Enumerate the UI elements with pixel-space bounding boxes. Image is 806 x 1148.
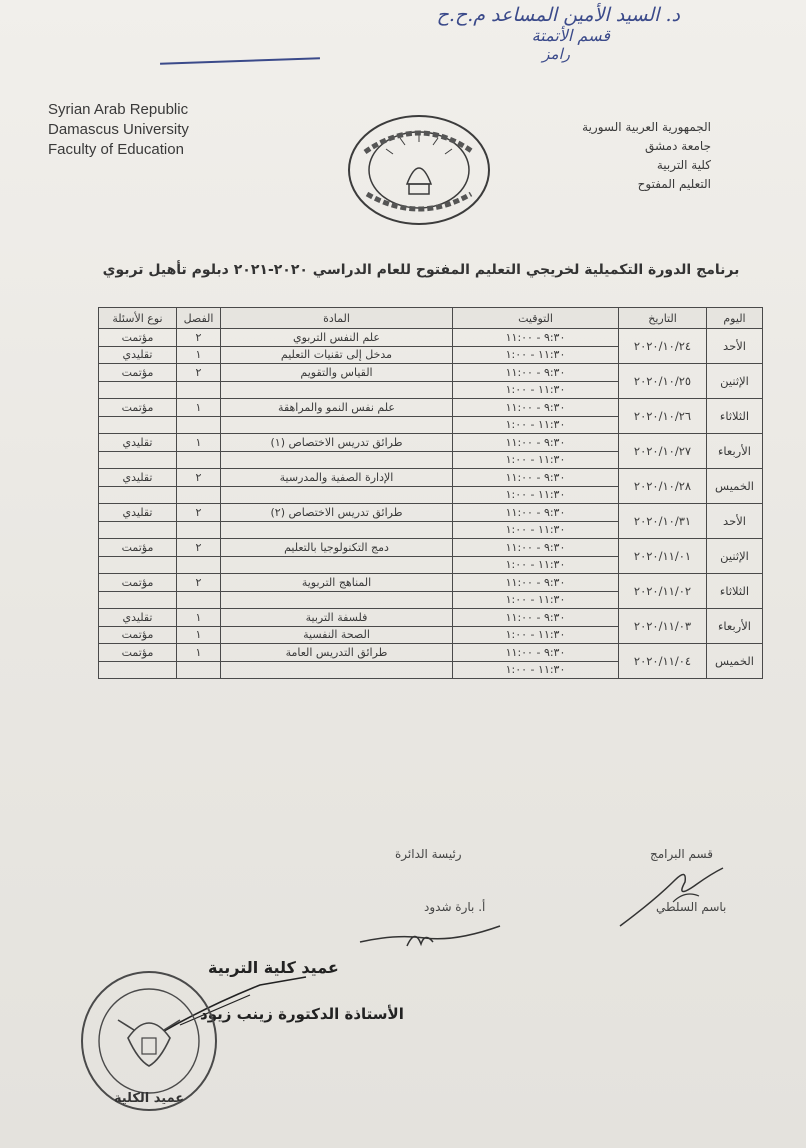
cell-subject [221, 521, 453, 539]
dean-name: الأستاذة الدكتورة زينب زيود [200, 1005, 404, 1023]
header-date: التاريخ [619, 308, 707, 329]
cell-time: ١١:٣٠ - ١:٠٠ [453, 416, 619, 434]
cell-date: ٢٠٢٠/١٠/٢٧ [619, 434, 707, 469]
cell-semester [177, 661, 221, 679]
cell-subject: مدخل إلى تقنيات التعليم [221, 346, 453, 364]
cell-time: ١١:٣٠ - ١:٠٠ [453, 661, 619, 679]
header-ar-university: جامعة دمشق [644, 139, 711, 153]
cell-question-type [99, 556, 177, 574]
header-question-type: نوع الأسئلة [99, 308, 177, 329]
cell-time: ١١:٣٠ - ١:٠٠ [453, 346, 619, 364]
cell-time: ٩:٣٠ - ١١:٠٠ [453, 364, 619, 382]
cell-subject [221, 486, 453, 504]
cell-time: ١١:٣٠ - ١:٠٠ [453, 591, 619, 609]
programs-section-name: باسم السلطي [656, 900, 727, 914]
cell-semester: ١ [177, 399, 221, 417]
cell-semester: ٢ [177, 469, 221, 487]
cell-semester: ٢ [177, 539, 221, 557]
cell-day: الثلاثاء [707, 574, 763, 609]
cell-day: الخميس [707, 469, 763, 504]
cell-subject: علم النفس التربوي [221, 329, 453, 347]
table-row [99, 504, 763, 522]
table-row [99, 399, 763, 417]
cell-question-type: مؤتمت [99, 329, 177, 347]
cell-question-type: مؤتمت [99, 364, 177, 382]
cell-day: الأربعاء [707, 434, 763, 469]
cell-day: الإثنين [707, 539, 763, 574]
programs-signature-icon [615, 860, 725, 930]
cell-semester: ٢ [177, 364, 221, 382]
cell-date: ٢٠٢٠/١١/٠٣ [619, 609, 707, 644]
table-row [99, 574, 763, 592]
cell-question-type [99, 591, 177, 609]
cell-question-type: مؤتمت [99, 399, 177, 417]
dean-title: عميد كلية التربية [208, 958, 339, 977]
header-semester: الفصل [177, 308, 221, 329]
cell-question-type [99, 451, 177, 469]
cell-date: ٢٠٢٠/١٠/٢٦ [619, 399, 707, 434]
header-en-faculty: Faculty of Education [48, 141, 184, 158]
cell-semester [177, 451, 221, 469]
cell-semester [177, 486, 221, 504]
cell-subject: فلسفة التربية [221, 609, 453, 627]
department-head-signature-icon [355, 920, 505, 950]
header-en-university: Damascus University [48, 121, 189, 138]
cell-subject [221, 381, 453, 399]
cell-date: ٢٠٢٠/١١/٠١ [619, 539, 707, 574]
table-row [99, 364, 763, 382]
table-row [99, 434, 763, 452]
department-head-title: رئيسة الدائرة [395, 847, 462, 861]
programs-section-title: قسم البرامج [650, 847, 713, 861]
cell-day: الثلاثاء [707, 399, 763, 434]
program-title: برنامج الدورة التكميلية لخريجي التعليم المفتوح للعام الدراسي ٢٠٢٠-٢٠٢١ دبلوم تأهيل تربوي [102, 262, 740, 278]
cell-question-type [99, 521, 177, 539]
header-ar-faculty: كلية التربية [656, 158, 711, 172]
cell-question-type: مؤتمت [99, 539, 177, 557]
cell-semester: ١ [177, 346, 221, 364]
cell-subject: الصحة النفسية [221, 626, 453, 644]
cell-subject: الإدارة الصفية والمدرسية [221, 469, 453, 487]
cell-date: ٢٠٢٠/١٠/٢٨ [619, 469, 707, 504]
cell-semester: ٢ [177, 504, 221, 522]
cell-day: الأربعاء [707, 609, 763, 644]
cell-question-type: تقليدي [99, 609, 177, 627]
cell-time: ٩:٣٠ - ١١:٠٠ [453, 539, 619, 557]
cell-question-type: تقليدي [99, 469, 177, 487]
cell-date: ٢٠٢٠/١٠/٣١ [619, 504, 707, 539]
table-row [99, 329, 763, 347]
cell-question-type [99, 486, 177, 504]
handwritten-note [120, 4, 680, 63]
cell-question-type [99, 416, 177, 434]
cell-day: الأحد [707, 504, 763, 539]
cell-question-type [99, 661, 177, 679]
cell-date: ٢٠٢٠/١١/٠٢ [619, 574, 707, 609]
cell-semester [177, 556, 221, 574]
handwritten-line-1: د. السيد الأمين المساعد م.ح.ح [436, 4, 680, 26]
cell-semester [177, 381, 221, 399]
dean-seal-text: عميد الكلية [113, 1091, 185, 1106]
cell-time: ٩:٣٠ - ١١:٠٠ [453, 504, 619, 522]
cell-semester: ١ [177, 434, 221, 452]
cell-subject: دمج التكنولوجيا بالتعليم [221, 539, 453, 557]
header-english [48, 100, 189, 160]
cell-subject: طرائق التدريس العامة [221, 644, 453, 662]
cell-time: ١١:٣٠ - ١:٠٠ [453, 486, 619, 504]
cell-subject: طرائق تدريس الاختصاص (١) [221, 434, 453, 452]
cell-time: ٩:٣٠ - ١١:٠٠ [453, 469, 619, 487]
cell-date: ٢٠٢٠/١٠/٢٤ [619, 329, 707, 364]
cell-question-type [99, 381, 177, 399]
header-ar-country: الجمهورية العربية السورية [582, 120, 711, 134]
cell-time: ١١:٣٠ - ١:٠٠ [453, 381, 619, 399]
cell-day: الخميس [707, 644, 763, 679]
cell-date: ٢٠٢٠/١٠/٢٥ [619, 364, 707, 399]
cell-subject [221, 591, 453, 609]
cell-time: ٩:٣٠ - ١١:٠٠ [453, 644, 619, 662]
cell-subject: المناهج التربوية [221, 574, 453, 592]
handwritten-line-2: قسم الأتمتة [531, 26, 610, 45]
dean-seal-icon [78, 968, 220, 1114]
cell-question-type: تقليدي [99, 434, 177, 452]
cell-time: ٩:٣٠ - ١١:٠٠ [453, 329, 619, 347]
cell-semester: ٢ [177, 329, 221, 347]
cell-time: ١١:٣٠ - ١:٠٠ [453, 451, 619, 469]
cell-day: الإثنين [707, 364, 763, 399]
cell-time: ١١:٣٠ - ١:٠٠ [453, 556, 619, 574]
table-row [99, 539, 763, 557]
cell-semester: ١ [177, 644, 221, 662]
table-row [99, 469, 763, 487]
header-day: اليوم [707, 308, 763, 329]
cell-subject [221, 451, 453, 469]
header-ar-department: التعليم المفتوح [637, 177, 711, 191]
cell-time: ٩:٣٠ - ١١:٠٠ [453, 574, 619, 592]
header-arabic [582, 118, 711, 194]
cell-semester [177, 521, 221, 539]
table-row [99, 609, 763, 627]
cell-time: ٩:٣٠ - ١١:٠٠ [453, 609, 619, 627]
cell-subject: القياس والتقويم [221, 364, 453, 382]
cell-time: ٩:٣٠ - ١١:٠٠ [453, 434, 619, 452]
cell-date: ٢٠٢٠/١١/٠٤ [619, 644, 707, 679]
cell-semester: ٢ [177, 574, 221, 592]
header-subject: المادة [221, 308, 453, 329]
cell-subject [221, 416, 453, 434]
cell-semester [177, 591, 221, 609]
cell-question-type: تقليدي [99, 504, 177, 522]
header-en-country: Syrian Arab Republic [48, 101, 189, 118]
cell-day: الأحد [707, 329, 763, 364]
cell-question-type: تقليدي [99, 346, 177, 364]
cell-subject: علم نفس النمو والمراهقة [221, 399, 453, 417]
cell-time: ١١:٣٠ - ١:٠٠ [453, 521, 619, 539]
cell-subject [221, 661, 453, 679]
cell-question-type: مؤتمت [99, 644, 177, 662]
university-seal-icon [345, 112, 493, 228]
handwritten-line-3: رامز [542, 45, 570, 63]
cell-question-type: مؤتمت [99, 574, 177, 592]
cell-subject [221, 556, 453, 574]
cell-question-type: مؤتمت [99, 626, 177, 644]
table-header-row [99, 308, 763, 329]
department-head-name: أ. بارة شدود [424, 900, 486, 914]
cell-subject: طرائق تدريس الاختصاص (٢) [221, 504, 453, 522]
header-time: التوقيت [453, 308, 619, 329]
table-row [99, 644, 763, 662]
cell-time: ٩:٣٠ - ١١:٠٠ [453, 399, 619, 417]
exam-schedule-table [98, 307, 763, 679]
cell-semester: ١ [177, 626, 221, 644]
cell-semester [177, 416, 221, 434]
cell-semester: ١ [177, 609, 221, 627]
cell-time: ١١:٣٠ - ١:٠٠ [453, 626, 619, 644]
